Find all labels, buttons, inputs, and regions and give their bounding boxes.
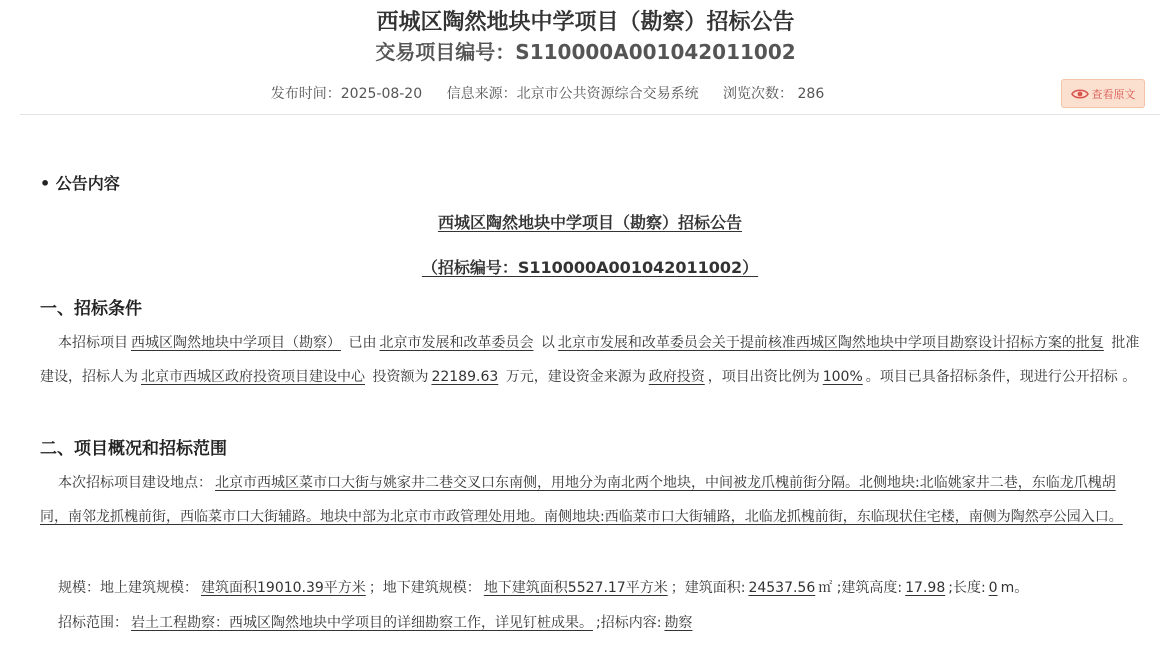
- section1-paragraph: [40, 326, 1140, 394]
- investment: 22189.63: [431, 369, 499, 385]
- length-label: ;长度:: [948, 580, 986, 596]
- scale-label: 规模：地上建筑规模：: [58, 580, 198, 596]
- publish-time: 发布时间：2025-08-20: [270, 86, 423, 102]
- building-height: 17.98: [905, 580, 946, 596]
- ratio: 100%: [822, 369, 863, 385]
- location: 北京市西城区菜市口大街与姚家井二巷交叉口东南侧，用地分为南北两个地块，中间被龙爪槐前街分隔。北侧地块:北临姚家井二巷，东临龙爪槐胡同，南邻龙抓槐前街，西临菜市口大街辅路。地块中部为北京市市政管理处用地。南侧地块:西临菜市口大街辅路，北临龙抓槐前街，东临现状住宅楼，南侧为陶然亭公园入口。: [40, 475, 1123, 525]
- building-length: 0: [988, 580, 998, 596]
- s1-t4: 批准建设，招标人为: [40, 335, 1140, 385]
- s1-t6: 万元，建设资金来源为: [505, 369, 646, 385]
- below-label: ；地下建筑规模：: [368, 580, 481, 596]
- scope-line: [58, 613, 1148, 633]
- building-area: 24537.56: [748, 580, 816, 596]
- view-count: [723, 86, 824, 102]
- info-source: 信息来源：北京市公共资源综合交易系统: [446, 86, 699, 102]
- view-count-label: 浏览次数：: [723, 86, 794, 102]
- view-original-label: 查看原文: [1091, 87, 1136, 101]
- area-unit: ㎡ ;建筑高度:: [818, 580, 903, 596]
- scale-line: [58, 578, 1148, 598]
- content-label: ;招标内容:: [596, 615, 662, 631]
- tenderer: 北京市西城区政府投资项目建设中心: [141, 369, 365, 385]
- tender-scope: 岩土工程勘察：西城区陶然地块中学项目的详细勘察工作，详见钉桩成果。: [131, 615, 593, 631]
- tender-content: 勘察: [664, 615, 693, 631]
- s1-t1: 本招标项目: [58, 335, 128, 351]
- fund-source: 政府投资: [648, 369, 705, 385]
- eye-icon: [1071, 88, 1089, 100]
- below-ground-scale: 地下建筑面积5527.17平方米: [483, 580, 668, 596]
- document-title-text: 西城区陶然地块中学项目（勘察）招标公告: [437, 213, 742, 232]
- location-label: 本次招标项目建设地点：: [58, 475, 212, 491]
- document-code: [0, 257, 1171, 279]
- s1-t2: 已由: [348, 335, 377, 351]
- above-ground-scale: 建筑面积19010.39平方米: [201, 580, 366, 596]
- s1-t5: 投资额为: [372, 369, 429, 385]
- location-paragraph: [40, 466, 1140, 534]
- section2-heading: 二、项目概况和招标范围: [40, 439, 227, 459]
- s1-t3: 以: [540, 335, 555, 351]
- view-count-value: 286: [797, 86, 825, 102]
- document-code-text: （招标编号：S110000A001042011002）: [421, 258, 759, 277]
- section1-heading: 一、招标条件: [40, 299, 142, 319]
- meta-info: [0, 84, 1095, 104]
- area-label: ；建筑面积:: [670, 580, 746, 596]
- project-number: 交易项目编号：S110000A001042011002: [375, 40, 796, 64]
- s1-t8: 。项目已具备招标条件，现进行公开招标 。: [865, 369, 1137, 385]
- scope-label: 招标范围：: [58, 615, 128, 631]
- s1-t7: ，项目出资比例为: [707, 369, 820, 385]
- page-title: 西城区陶然地块中学项目（勘察）招标公告: [376, 10, 795, 35]
- approver: 北京市发展和改革委员会: [379, 335, 534, 351]
- header-divider: [20, 114, 1160, 115]
- view-original-button[interactable]: [1061, 79, 1145, 108]
- section-label: • 公告内容: [40, 174, 120, 193]
- project-name: 西城区陶然地块中学项目（勘察）: [131, 335, 341, 351]
- document-title: [0, 212, 1171, 234]
- approval-doc: 北京市发展和改革委员会关于提前核准西城区陶然地块中学项目勘察设计招标方案的批复: [557, 335, 1104, 351]
- length-unit: m。: [1000, 580, 1029, 596]
